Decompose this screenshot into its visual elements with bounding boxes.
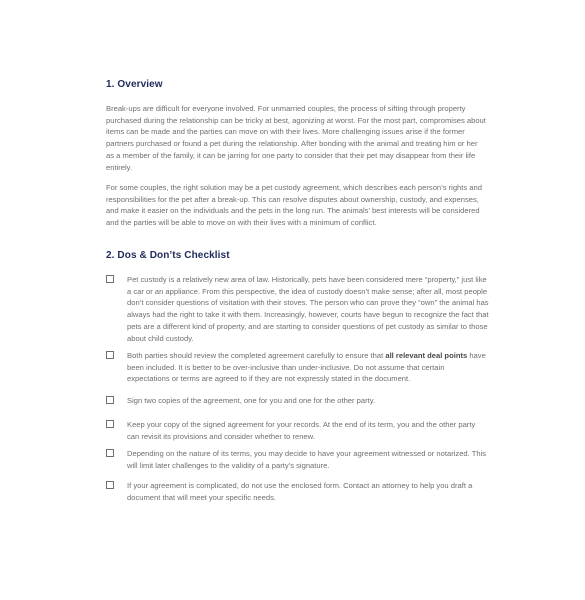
checklist-item-text-part: have been included. It is better to be over-inclusive than under-inclusive. Do not assume that certain expectations or terms are agreed to if they are not expressly stated in the document.: [127, 351, 486, 384]
checkbox[interactable]: [106, 275, 114, 283]
checklist-heading: 2. Dos & Don’ts Checklist: [106, 250, 230, 261]
overview-heading: 1. Overview: [106, 79, 163, 90]
checkbox[interactable]: [106, 351, 114, 359]
checklist-item-text-part: Both parties should review the completed agreement carefully to ensure that: [127, 351, 386, 360]
checkbox[interactable]: [106, 420, 114, 428]
checkbox[interactable]: [106, 396, 114, 404]
checkbox[interactable]: [106, 481, 114, 489]
checklist-item-text: If your agreement is complicated, do not use the enclosed form. Contact an attorney to help you draft a document that will meet your specific needs.: [127, 481, 473, 502]
checklist-item-bold-text: all relevant deal points: [385, 351, 468, 360]
overview-paragraph-2: For some couples, the right solution may be a pet custody agreement, which describes each person’s rights and responsibilities for the pet after a break-up. This can resolve disputes about ownership, custody, and expenses, and make it easier on the individuals and the pets in the long run. The animals’ best interests will be considered and the parties will be able to move on with their lives with a minimum of conflict.: [106, 183, 482, 228]
overview-paragraph-1: Break-ups are difficult for everyone involved. For unmarried couples, the process of sifting through property purchased during the relationship can be tricky at best, agonizing at worst. For the most part, compromises about items can be made and the parties can move on with their lives. More challenging issues arise if the former partners purchased or found a pet during the relationship. After bonding with the animal and treating him or her as a member of the family, it can be jarring for one party to consider that their pet may disappear from their life entirely.: [106, 104, 486, 172]
checklist-item-text: Sign two copies of the agreement, one for you and one for the other party.: [127, 396, 376, 405]
checklist-item-text: Depending on the nature of its terms, you may decide to have your agreement witnessed or notarized. This will limit later challenges to the validity of a party’s signature.: [127, 449, 487, 470]
checklist-item-text: [127, 350, 489, 385]
checkbox[interactable]: [106, 449, 114, 457]
checklist-item-text: Pet custody is a relatively new area of law. Historically, pets have been considered mere “property,” just like a car or an appliance. From this perspective, the idea of custody doesn’t make sense; after all, most people don’t consider questions of visitation with their stoves. The person who can prove they “own” the animal has always had the right to take it with them. Increasingly, however, courts have begun to recognize the fact that pets are a different kind of property, and are starting to consider questions of pet custody as similar to those about child custody.: [127, 275, 489, 343]
checklist-item-text: Keep your copy of the signed agreement for your records. At the end of its term, you and the other party can revisit its provisions and consider whether to renew.: [127, 420, 476, 441]
